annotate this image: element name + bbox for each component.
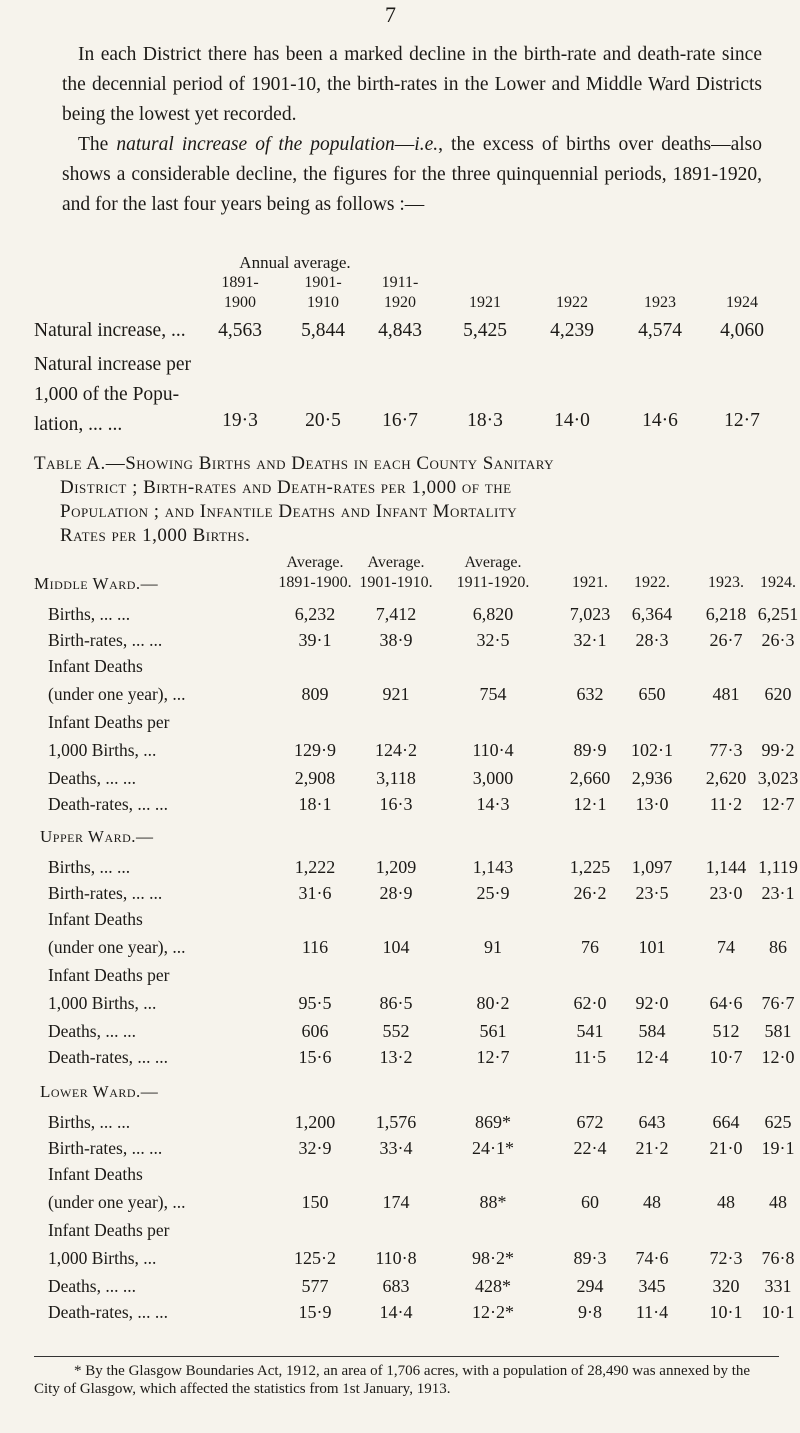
table-cell: 294 bbox=[576, 1276, 604, 1296]
table-col-bottom: 1901-1910. bbox=[359, 574, 433, 591]
table-col-top: Average. bbox=[464, 554, 522, 571]
table-cell: 48 bbox=[769, 1192, 787, 1212]
table-cell: 13·2 bbox=[379, 1047, 413, 1067]
table-cell: 74·6 bbox=[635, 1248, 669, 1268]
table-cell: 1,222 bbox=[294, 857, 336, 877]
ni-col-bottom: 1924 bbox=[726, 294, 758, 311]
table-cell: 6,232 bbox=[294, 604, 336, 624]
table-cell: 125·2 bbox=[294, 1248, 336, 1268]
ni-col-bottom: 1900 bbox=[224, 294, 256, 311]
table-cell: 921 bbox=[382, 684, 410, 704]
table-cell: 809 bbox=[301, 684, 329, 704]
table-cell: 76 bbox=[581, 937, 599, 957]
table-cell: 2,660 bbox=[569, 768, 611, 788]
row-label: (under one year), ... bbox=[48, 1192, 186, 1212]
table-cell: 25·9 bbox=[476, 883, 510, 903]
table-cell: 1,144 bbox=[705, 857, 747, 877]
ni-value: 5,425 bbox=[463, 320, 507, 341]
table-cell: 6,251 bbox=[757, 604, 799, 624]
row-label: Births, ... ... bbox=[48, 1112, 131, 1132]
table-cell: 625 bbox=[764, 1112, 792, 1132]
table-cell: 345 bbox=[638, 1276, 666, 1296]
table-cell: 1,225 bbox=[569, 857, 611, 877]
table-cell: 104 bbox=[382, 937, 410, 957]
table-cell: 33·4 bbox=[379, 1138, 413, 1158]
table-cell: 11·5 bbox=[573, 1047, 607, 1067]
table-cell: 110·4 bbox=[472, 740, 514, 760]
table-cell: 683 bbox=[382, 1276, 410, 1296]
table-cell: 541 bbox=[576, 1021, 604, 1041]
row-label: Births, ... ... bbox=[48, 604, 131, 624]
table-cell: 48 bbox=[717, 1192, 735, 1212]
table-cell: 23·1 bbox=[761, 883, 795, 903]
natural-increase-label: Natural increase, ... bbox=[34, 320, 186, 341]
row-label: Death-rates, ... ... bbox=[48, 1047, 169, 1067]
ni-col-top: 1891- bbox=[221, 274, 259, 291]
page-number: 7 bbox=[385, 2, 396, 27]
row-label: Death-rates, ... ... bbox=[48, 794, 169, 814]
table-cell: 64·6 bbox=[709, 993, 743, 1013]
table-col-bottom: 1922. bbox=[634, 574, 670, 591]
table-cell: 1,200 bbox=[294, 1112, 336, 1132]
table-cell: 129·9 bbox=[294, 740, 336, 760]
table-cell: 2,908 bbox=[294, 768, 336, 788]
table-cell: 650 bbox=[638, 684, 666, 704]
ni-col-bottom: 1923 bbox=[644, 294, 676, 311]
ni-value: 14·6 bbox=[642, 410, 678, 431]
ni-value: 4,843 bbox=[378, 320, 422, 341]
table-cell: 16·3 bbox=[379, 794, 413, 814]
table-cell: 320 bbox=[712, 1276, 740, 1296]
table-cell: 10·1 bbox=[761, 1302, 795, 1322]
row-label: 1,000 Births, ... bbox=[48, 993, 157, 1013]
table-cell: 18·1 bbox=[298, 794, 332, 814]
row-label: 1,000 Births, ... bbox=[48, 740, 157, 760]
table-cell: 664 bbox=[712, 1112, 740, 1132]
table-cell: 32·9 bbox=[298, 1138, 332, 1158]
table-a-caption: Table A.—Showing Births and Deaths in each County Sanitary District ; Birth-rates and Death-rates per 1,000 of the Population ; and Infantile Deaths and Infant Mortality Rates per 1,000 Births. bbox=[34, 453, 555, 546]
row-label: Births, ... ... bbox=[48, 857, 131, 877]
table-cell: 3,000 bbox=[472, 768, 514, 788]
table-col-bottom: 1924. bbox=[760, 574, 796, 591]
natural-increase-rate-label: Natural increase per 1,000 of the Popu- lation, ... ... bbox=[34, 354, 191, 435]
table-cell: 12·7 bbox=[761, 794, 795, 814]
table-cell: 76·8 bbox=[761, 1248, 795, 1268]
table-cell: 60 bbox=[581, 1192, 599, 1212]
row-label: (under one year), ... bbox=[48, 684, 186, 704]
table-cell: 12·0 bbox=[761, 1047, 795, 1067]
table-cell: 98·2* bbox=[472, 1248, 514, 1268]
ni-value: 4,060 bbox=[720, 320, 764, 341]
row-label: (under one year), ... bbox=[48, 937, 186, 957]
row-label: Deaths, ... ... bbox=[48, 1276, 136, 1296]
table-cell: 26·7 bbox=[709, 630, 743, 650]
table-col-bottom: 1923. bbox=[708, 574, 744, 591]
row-label: 1,000 Births, ... bbox=[48, 1248, 157, 1268]
ni-col-top: 1911- bbox=[381, 274, 419, 291]
table-cell: 48 bbox=[643, 1192, 661, 1212]
table-cell: 21·0 bbox=[709, 1138, 743, 1158]
table-cell: 1,119 bbox=[758, 857, 798, 877]
table-cell: 24·1* bbox=[472, 1138, 514, 1158]
table-cell: 80·2 bbox=[476, 993, 510, 1013]
table-cell: 11·2 bbox=[709, 794, 743, 814]
table-col-bottom: 1921. bbox=[572, 574, 608, 591]
table-cell: 6,218 bbox=[705, 604, 747, 624]
ni-value: 19·3 bbox=[222, 410, 258, 431]
table-cell: 3,023 bbox=[757, 768, 799, 788]
table-cell: 10·1 bbox=[709, 1302, 743, 1322]
ni-value: 4,563 bbox=[218, 320, 262, 341]
table-cell: 11·4 bbox=[635, 1302, 669, 1322]
table-cell: 28·9 bbox=[379, 883, 413, 903]
table-cell: 15·6 bbox=[298, 1047, 332, 1067]
table-cell: 1,209 bbox=[375, 857, 417, 877]
table-cell: 99·2 bbox=[761, 740, 795, 760]
ni-value: 4,239 bbox=[550, 320, 594, 341]
table-cell: 23·5 bbox=[635, 883, 669, 903]
table-cell: 86·5 bbox=[379, 993, 413, 1013]
intro-paragraph-2: The natural increase of the population—i.e., the excess of births over deaths—also shows a considerable decline, the figures for the three quinquennial periods, 1891-1920, and for the last four years being as follows :— bbox=[62, 134, 762, 215]
table-cell: 26·2 bbox=[573, 883, 607, 903]
row-label: Birth-rates, ... ... bbox=[48, 1138, 163, 1158]
intro-paragraph-1: In each District there has been a marked decline in the birth-rate and death-rate since the decennial period of 1901-10, the birth-rates in the Lower and Middle Ward Districts being the lowest yet recorded. bbox=[62, 44, 762, 125]
table-cell: 9·8 bbox=[578, 1302, 602, 1322]
table-col-top: Average. bbox=[286, 554, 344, 571]
table-cell: 26·3 bbox=[761, 630, 795, 650]
section-title: Middle Ward.— bbox=[34, 574, 159, 593]
table-cell: 74 bbox=[717, 937, 735, 957]
table-cell: 7,023 bbox=[569, 604, 611, 624]
table-cell: 1,576 bbox=[375, 1112, 417, 1132]
row-label: Infant Deaths per bbox=[48, 712, 170, 732]
ni-col-bottom: 1910 bbox=[307, 294, 339, 311]
table-cell: 643 bbox=[638, 1112, 666, 1132]
table-cell: 14·4 bbox=[379, 1302, 413, 1322]
table-cell: 12·1 bbox=[573, 794, 607, 814]
table-cell: 95·5 bbox=[298, 993, 332, 1013]
table-cell: 561 bbox=[479, 1021, 507, 1041]
table-cell: 754 bbox=[479, 684, 507, 704]
table-cell: 62·0 bbox=[573, 993, 607, 1013]
ni-col-bottom: 1921 bbox=[469, 294, 501, 311]
table-cell: 86 bbox=[769, 937, 787, 957]
table-cell: 174 bbox=[382, 1192, 410, 1212]
row-label: Infant Deaths bbox=[48, 909, 143, 929]
table-cell: 869* bbox=[475, 1112, 511, 1132]
table-cell: 72·3 bbox=[709, 1248, 743, 1268]
table-cell: 2,620 bbox=[705, 768, 747, 788]
table-cell: 6,364 bbox=[631, 604, 673, 624]
table-cell: 110·8 bbox=[375, 1248, 417, 1268]
table-cell: 632 bbox=[576, 684, 604, 704]
table-cell: 512 bbox=[712, 1021, 740, 1041]
table-cell: 102·1 bbox=[631, 740, 673, 760]
table-cell: 89·9 bbox=[573, 740, 607, 760]
ni-col-bottom: 1922 bbox=[556, 294, 588, 311]
row-label: Deaths, ... ... bbox=[48, 1021, 136, 1041]
ni-value: 4,574 bbox=[638, 320, 682, 341]
table-cell: 101 bbox=[638, 937, 666, 957]
row-label: Birth-rates, ... ... bbox=[48, 630, 163, 650]
table-cell: 12·2* bbox=[472, 1302, 514, 1322]
table-cell: 1,143 bbox=[472, 857, 514, 877]
table-cell: 12·4 bbox=[635, 1047, 669, 1067]
table-cell: 428* bbox=[475, 1276, 511, 1296]
table-cell: 577 bbox=[301, 1276, 329, 1296]
section-title: Lower Ward.— bbox=[40, 1082, 159, 1101]
ni-col-bottom: 1920 bbox=[384, 294, 416, 311]
ni-value: 5,844 bbox=[301, 320, 345, 341]
table-cell: 88* bbox=[479, 1192, 507, 1212]
table-cell: 13·0 bbox=[635, 794, 669, 814]
table-cell: 32·5 bbox=[476, 630, 510, 650]
table-cell: 620 bbox=[764, 684, 792, 704]
table-cell: 1,097 bbox=[631, 857, 673, 877]
table-cell: 2,936 bbox=[631, 768, 673, 788]
table-cell: 31·6 bbox=[298, 883, 332, 903]
table-cell: 22·4 bbox=[573, 1138, 607, 1158]
table-cell: 581 bbox=[764, 1021, 792, 1041]
row-label: Infant Deaths bbox=[48, 656, 143, 676]
table-cell: 552 bbox=[382, 1021, 410, 1041]
row-label: Infant Deaths bbox=[48, 1164, 143, 1184]
table-cell: 23·0 bbox=[709, 883, 743, 903]
row-label: Birth-rates, ... ... bbox=[48, 883, 163, 903]
footnote-rule bbox=[34, 1356, 779, 1357]
table-cell: 331 bbox=[764, 1276, 792, 1296]
table-cell: 606 bbox=[301, 1021, 329, 1041]
table-col-bottom: 1911-1920. bbox=[456, 574, 530, 591]
section-title: Upper Ward.— bbox=[40, 827, 154, 846]
annual-average-label: Annual average. bbox=[239, 253, 351, 272]
row-label: Deaths, ... ... bbox=[48, 768, 136, 788]
table-col-top: Average. bbox=[367, 554, 425, 571]
table-cell: 124·2 bbox=[375, 740, 417, 760]
row-label: Death-rates, ... ... bbox=[48, 1302, 169, 1322]
table-cell: 150 bbox=[301, 1192, 329, 1212]
footnote: * By the Glasgow Boundaries Act, 1912, an area of 1,706 acres, with a population of 28,490 was annexed by the City of Glasgow, which affected the statistics from 1st January, 1913. bbox=[34, 1363, 751, 1397]
table-cell: 3,118 bbox=[376, 768, 416, 788]
ni-value: 12·7 bbox=[724, 410, 760, 431]
table-cell: 10·7 bbox=[709, 1047, 743, 1067]
table-cell: 32·1 bbox=[573, 630, 607, 650]
table-cell: 14·3 bbox=[476, 794, 510, 814]
table-cell: 39·1 bbox=[298, 630, 332, 650]
table-cell: 28·3 bbox=[635, 630, 669, 650]
table-cell: 91 bbox=[484, 937, 502, 957]
table-col-bottom: 1891-1900. bbox=[278, 574, 352, 591]
ni-value: 14·0 bbox=[554, 410, 590, 431]
table-cell: 92·0 bbox=[635, 993, 669, 1013]
table-cell: 116 bbox=[301, 937, 329, 957]
ni-value: 20·5 bbox=[305, 410, 341, 431]
table-cell: 21·2 bbox=[635, 1138, 669, 1158]
ni-value: 18·3 bbox=[467, 410, 503, 431]
table-cell: 672 bbox=[576, 1112, 604, 1132]
table-cell: 76·7 bbox=[761, 993, 795, 1013]
table-cell: 19·1 bbox=[761, 1138, 795, 1158]
table-cell: 77·3 bbox=[709, 740, 743, 760]
table-cell: 6,820 bbox=[472, 604, 514, 624]
table-cell: 7,412 bbox=[375, 604, 417, 624]
table-cell: 38·9 bbox=[379, 630, 413, 650]
table-cell: 89·3 bbox=[573, 1248, 607, 1268]
ni-value: 16·7 bbox=[382, 410, 418, 431]
row-label: Infant Deaths per bbox=[48, 1220, 170, 1240]
table-cell: 12·7 bbox=[476, 1047, 510, 1067]
ni-col-top: 1901- bbox=[304, 274, 342, 291]
row-label: Infant Deaths per bbox=[48, 965, 170, 985]
table-cell: 15·9 bbox=[298, 1302, 332, 1322]
table-cell: 481 bbox=[712, 684, 740, 704]
table-cell: 584 bbox=[638, 1021, 666, 1041]
